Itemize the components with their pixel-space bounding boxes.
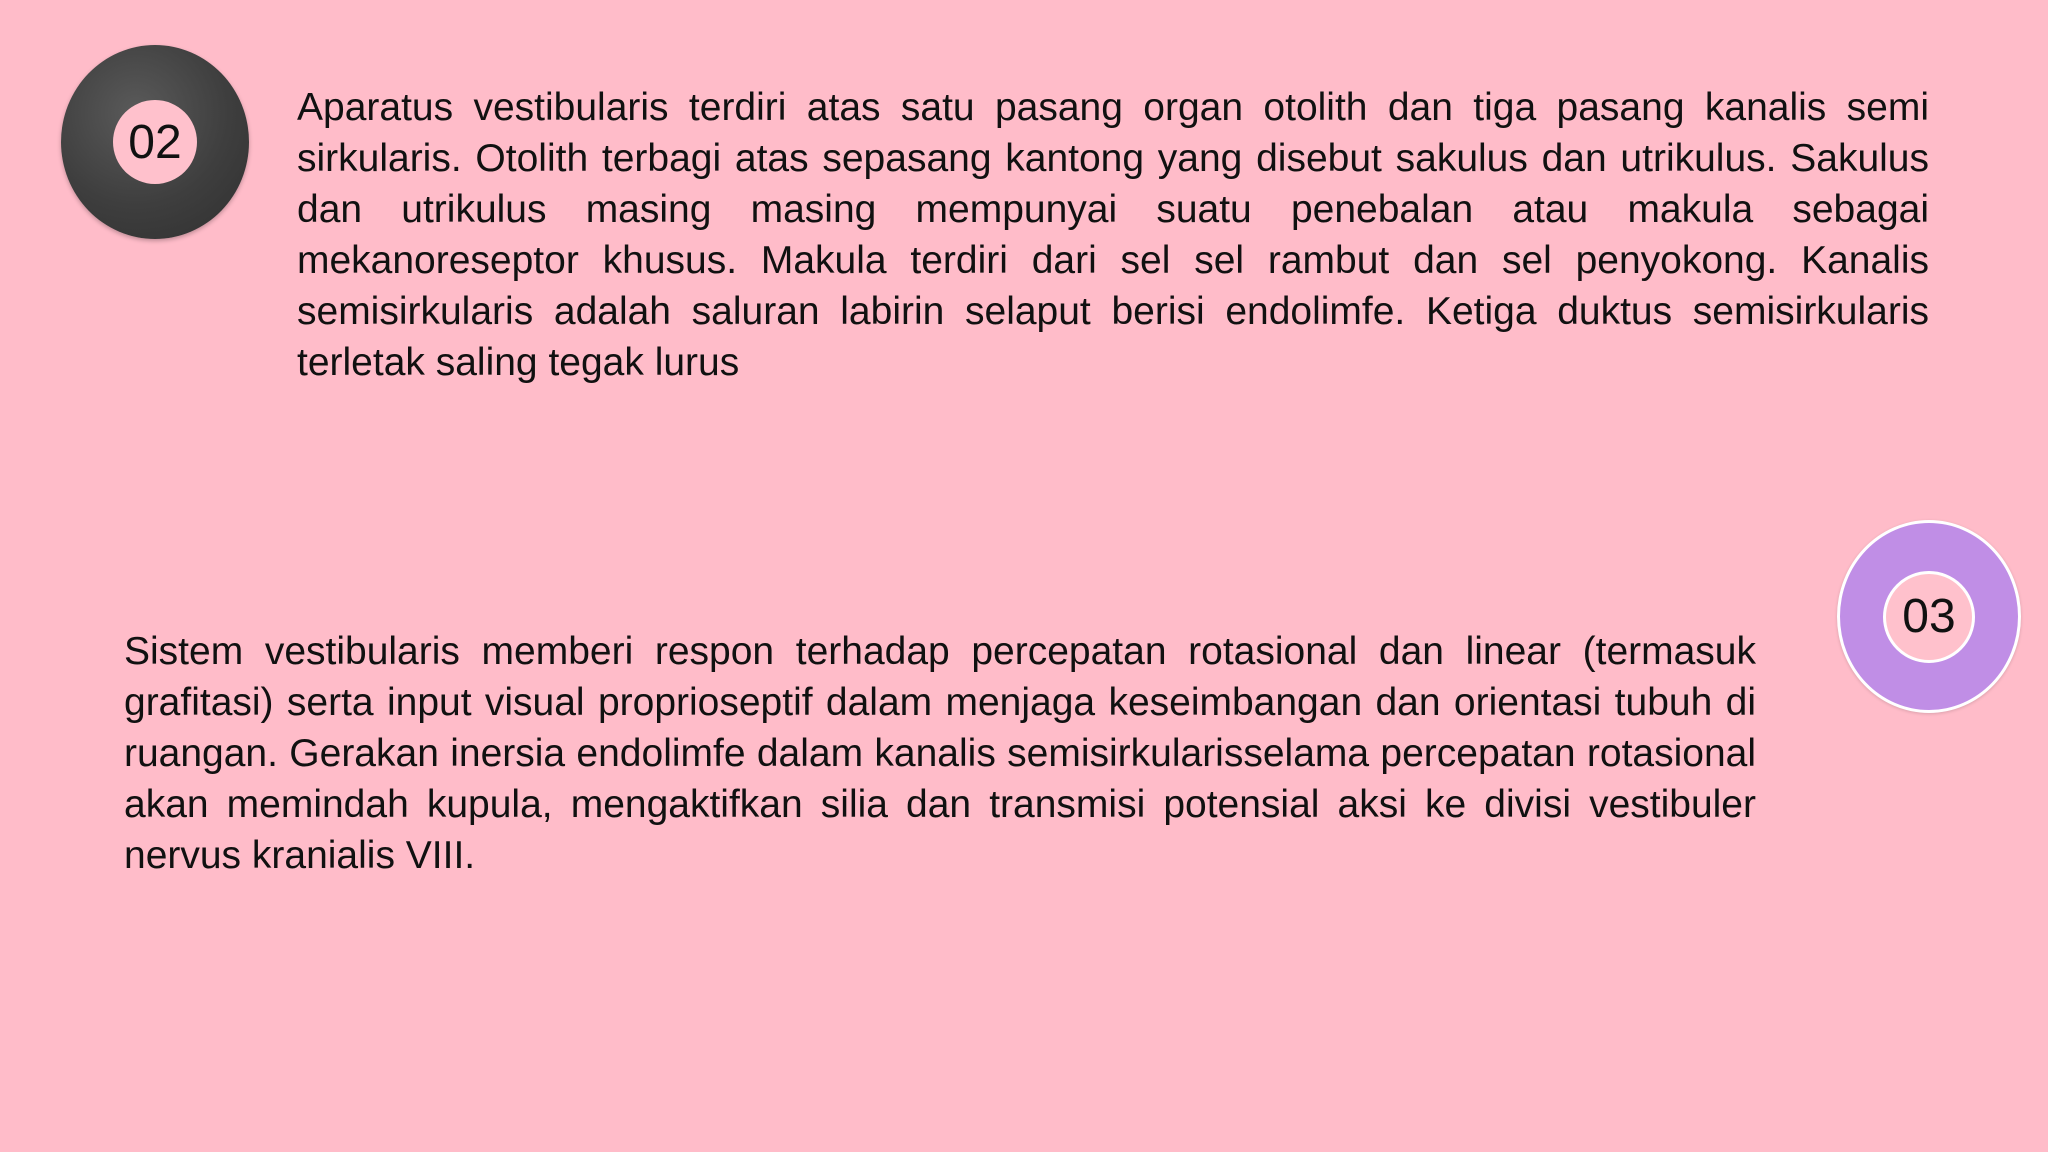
section-03-paragraph: Sistem vestibularis memberi respon terhadap percepatan rotasional dan linear (termasuk grafitasi) serta input visual proprioseptif dalam menjaga keseimbangan dan orientasi tubuh di ruangan. Gerakan inersia endolimfe dalam kanalis semisirkularisselama percepatan rotasional akan memindah kupula, mengaktifkan silia dan transmisi potensial aksi ke divisi vestibuler nervus kranialis VIII. <box>124 630 1756 877</box>
section-03-badge <box>1837 520 2021 713</box>
section-02-badge <box>61 45 249 239</box>
section-02-paragraph: Aparatus vestibularis terdiri atas satu pasang organ otolith dan tiga pasang kanalis semi sirkularis. Otolith terbagi atas sepasang kantong yang disebut sakulus dan utrikulus. Sakulus dan utrikulus masing masing mempunyai suatu penebalan atau makula sebagai mekanoreseptor khusus. Makula terdiri dari sel sel rambut dan sel penyokong. Kanalis semisirkularis adalah saluran labirin selaput berisi endolimfe. Ketiga duktus semisirkularis terletak saling tegak lurus <box>297 86 1929 384</box>
section-02-number: 02 <box>113 100 197 184</box>
section-03-number: 03 <box>1883 571 1975 663</box>
